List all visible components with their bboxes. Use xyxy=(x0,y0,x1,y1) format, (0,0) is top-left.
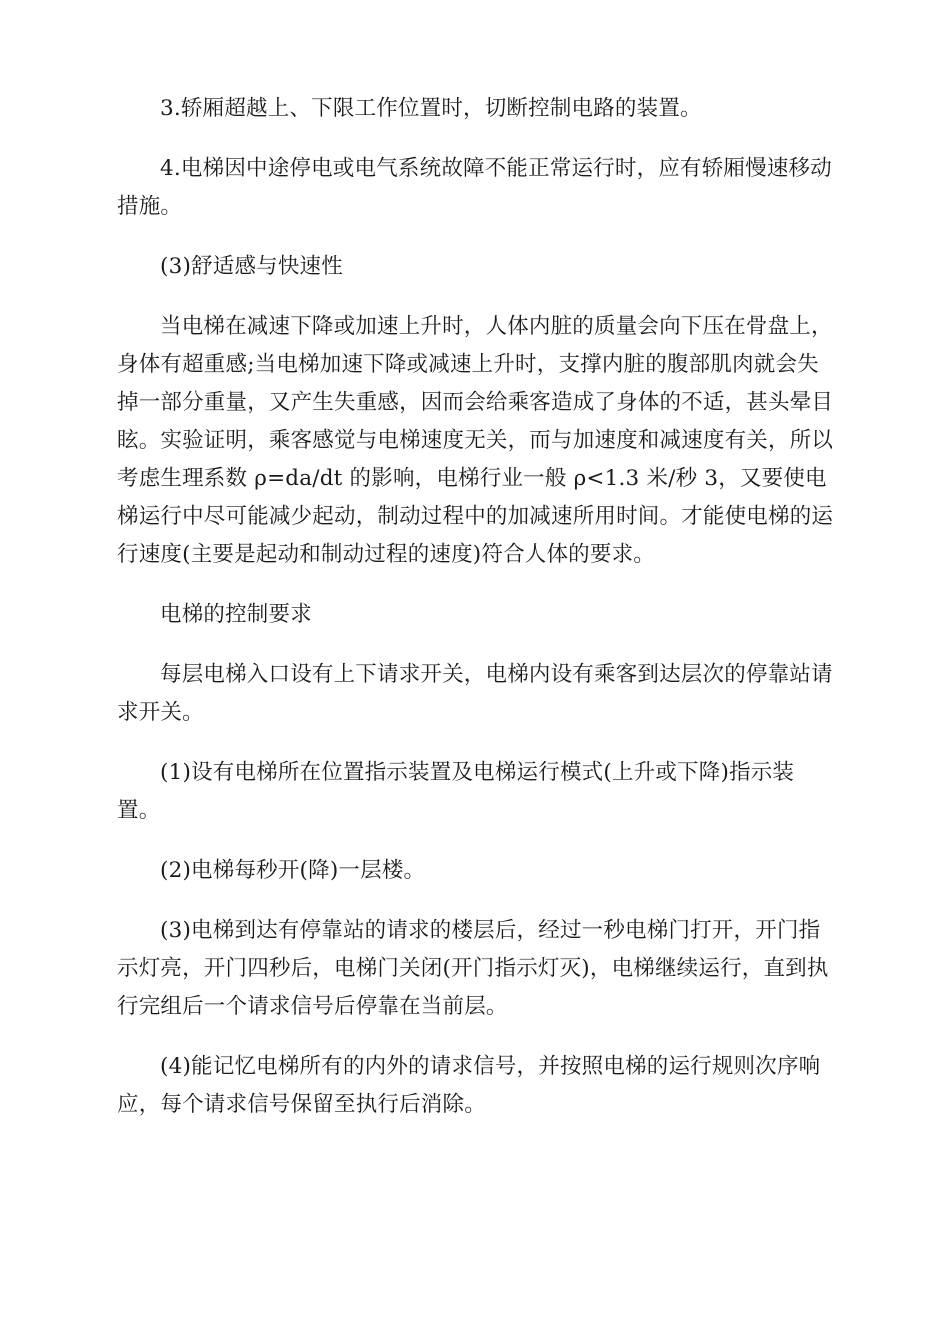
list-item-2: (2)电梯每秒开(降)一层楼。 xyxy=(160,858,426,883)
list-item-3: (3)电梯到达有停靠站的请求的楼层后，经过一秒电梯门打开，开门指示灯亮，开门四秒后，电梯门关闭(开门指示灯灭)，电梯继续运行，直到执行完组后一个请求信号后停靠在当前层。 xyxy=(117,918,829,1019)
paragraph-power-failure: 4.电梯因中途停电或电气系统故障不能正常运行时，应有轿厢慢速移动措施。 xyxy=(117,156,832,219)
section-heading-comfort: (3)舒适感与快速性 xyxy=(160,254,343,279)
section-heading-control-requirements: 电梯的控制要求 xyxy=(160,602,312,627)
paragraph-comfort-body: 当电梯在减速下降或加速上升时，人体内脏的质量会向下压在骨盘上，身体有超重感;当电梯加速下降或减速上升时，支撑内脏的腹部肌肉就会失掉一部分重量，又产生失重感，因而会给乘客造成了身体的不适，甚头晕目眩。实验证明，乘客感觉与电梯速度无关，而与加速度和减速度有关，所以考虑生理系数 ρ=da/dt 的影响，电梯行业一般 ρ<1.3 米/秒 3，又要使电梯运行中尽可能减少起动，制动过程中的加减速所用时间。才能使电梯的运行速度(主要是起动和制动过程的速度)符合人体的要求。 xyxy=(117,314,834,567)
paragraph-request-switches: 每层电梯入口设有上下请求开关，电梯内设有乘客到达层次的停靠站请求开关。 xyxy=(117,662,833,725)
list-item-4: (4)能记忆电梯所有的内外的请求信号，并按照电梯的运行规则次序响应，每个请求信号保留至执行后消除。 xyxy=(117,1054,821,1117)
document-body xyxy=(117,90,837,1146)
paragraph-limit-switch: 3.轿厢超越上、下限工作位置时，切断控制电路的装置。 xyxy=(160,96,702,121)
list-item-1: (1)设有电梯所在位置指示装置及电梯运行模式(上升或下降)指示装置。 xyxy=(117,760,795,823)
